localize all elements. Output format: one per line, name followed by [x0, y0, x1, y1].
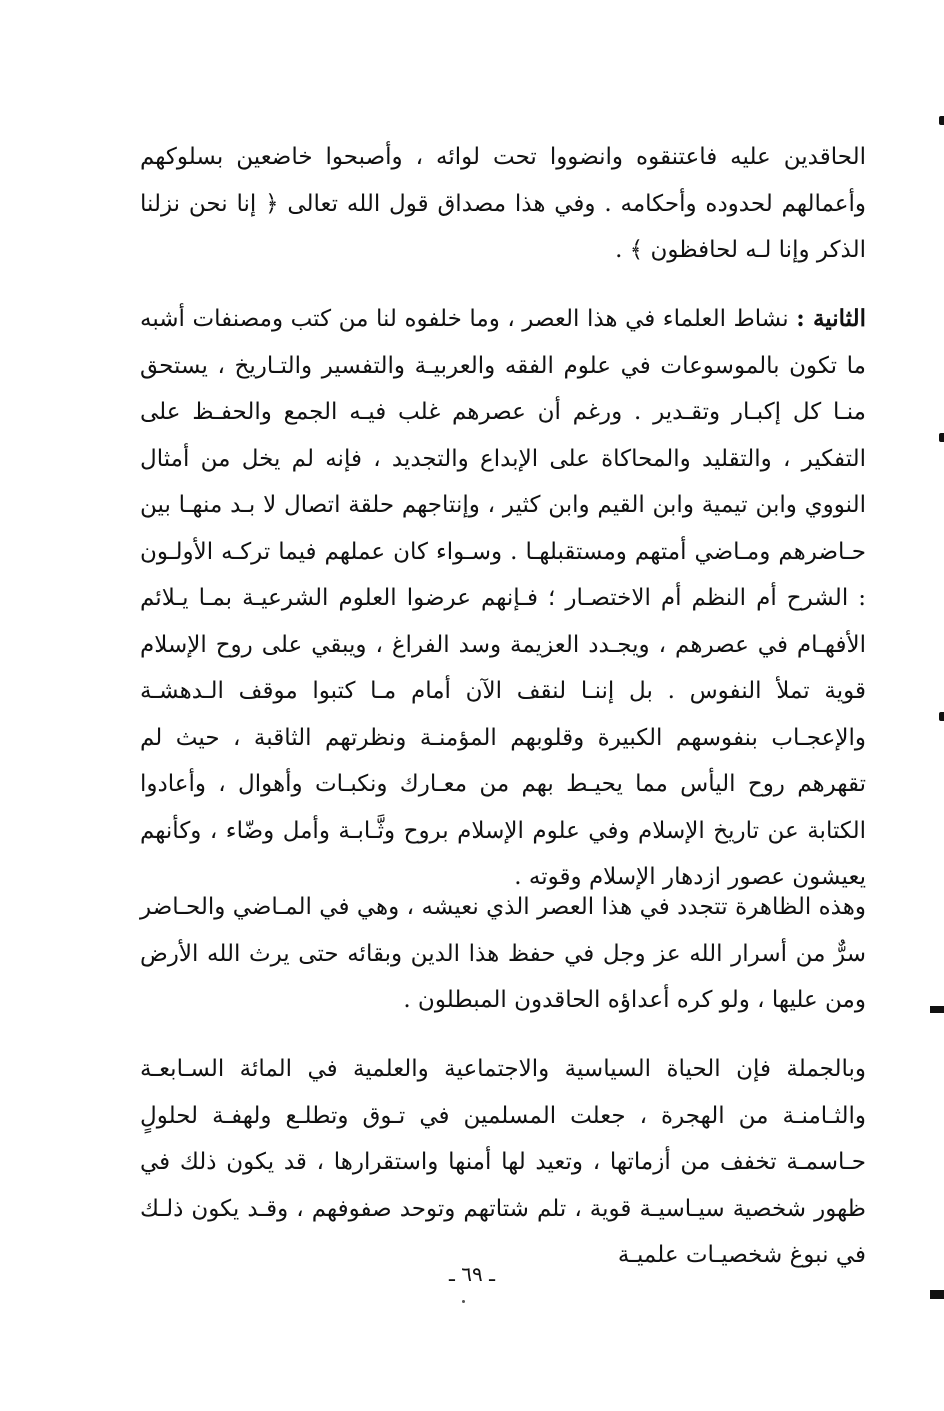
scan-edge-mark [939, 712, 944, 721]
scan-edge-mark [939, 116, 944, 125]
paragraph-text: الحاقدين عليه فاعتنقوه وانضووا تحت لوائه ، وأصبحوا خاضعين بسلوكهم وأعمالهم لحدوده وأحكامه . وفي هذا مصداق قول الله تعالى ﴿ إنا نحن نزلنا الذكر وإنا لـه لحافظون ﴾ . [140, 144, 866, 263]
paragraph-phenomenon [140, 884, 866, 1024]
paragraph-summary [140, 1046, 866, 1279]
paragraph-text: وبالجملة فإن الحياة السياسية والاجتماعية والعلمية في المائة السـابعـة والثـامنـة من الهجرة ، جعلت المسلمين في تـوق وتطلـع ولهفـة لحلولٍ حـاسمـة تخفف من أزماتها ، وتعيد لها أمنها واستقرارها ، قد يكون ذلك في ظهور شخصية سيـاسيـة قوية ، تلم شتاتهم وتوحد صفوفهم ، وقـد يكون ذلـك في نبوغ شخصيـات علميـة [140, 1056, 866, 1268]
paragraph-continuation [140, 134, 866, 274]
scan-edge-mark [930, 1290, 944, 1299]
paragraph-second-point [140, 296, 866, 901]
paragraph-text: وهذه الظاهرة تتجدد في هذا العصر الذي نعيشه ، وهي في المـاضي والحـاضر سرٌّ من أسرار الله عز وجل في حفظ هذا الدين وبقائه حتى يرث الله الأرض ومن عليها ، ولو كره أعداؤه الحاقدون المبطلون . [140, 894, 866, 1013]
scan-edge-mark [930, 1006, 944, 1013]
scan-dot [462, 1300, 465, 1303]
paragraph-text: نشاط العلماء في هذا العصر ، وما خلفوه لنا من كتب ومصنفات أشبه ما تكون بالموسوعات في علوم الفقه والعربيـة والتفسير والتـاريخ ، يستحق منـا كل إكبـار وتقـدير . ورغم أن عصرهم غلب فيـه الجمع والحفـظ على التفكير ، والتقليد والمحاكاة على الإبداع والتجديد ، فإنه لم يخل من أمثال النووي وابن تيمية وابن القيم وابن كثير ، وإنتاجهم حلقة اتصال لا بـد منهـا بين حـاضرهم ومـاضي أمتهم ومستقبلهـا . وسـواء كان عملهم فيما تركـه الأولـون : الشرح أم النظم أم الاختصـار ؛ فـإنهم عرضوا العلوم الشرعيـة بمـا يـلائم الأفهـام في عصرهم ، ويجـدد العزيمة وسد الفراغ ، ويبقي على روح الإسلام قوية تملأ النفوس . بل إننـا لنقف الآن أمام مـا كتبوا موقف الـدهشـة والإعجـاب بنفوسهم الكبيرة وقلوبهم المؤمنـة ونظرتهم الثاقبة ، حيث لم تقهرهم روح اليأس مما يحيـط بهم من معـارك ونكبـات وأهوال ، وأعادوا الكتابة عن تاريخ الإسلام وفي علوم الإسلام بروح وثَّـابـة وأمل وضّاء ، وكأنهم يعيشون عصور ازدهار الإسلام وقوته . [140, 306, 866, 890]
page-number: ـ ٦٩ ـ [449, 1262, 495, 1286]
paragraph-lead: الثانية : [796, 305, 866, 332]
scan-edge-mark [939, 433, 944, 442]
paragraph-body [140, 296, 866, 901]
